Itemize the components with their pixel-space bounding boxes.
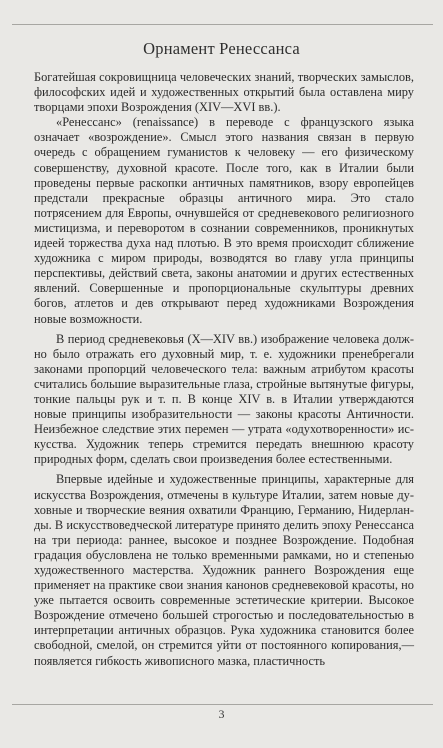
paragraph-1: Богатейшая сокровищница человеческих знаний, творческих замыслов, философских идей и художественных открытий была оставлена миру творцами эпохи Возрождения (XIV—XVI вв.). [34, 70, 414, 115]
paragraph-2: «Ренессанс» (renaissance) в переводе с французского языка означает «возрождение». Смысл этого названия связан в первую очередь с обращением гуманистов к человеку — его физическому совершенству, духовной красоте. После того, как в Италии были проведены первые раскопки античных памятников, взору европейцев предстали прекрасные образцы античного мира. Это стало потрясением для Европы, очнувшейся от средневекового религиозного мистицизма, и переворотом в сознании современников, проникнутых идеей торжества духа над плотью. В это время происходит сближение художника с миром природы, возводятся во главу угла принципы перспективы, действий света, законы анатомии и других естественных явлений. Совершенные и пропорциональные скульптуры древних богов, атлетов и дев открывают перед художниками Возрождения новые возможности. [34, 115, 414, 326]
page-number: 3 [218, 707, 225, 721]
paragraph-4: Впервые идейные и художественные принципы, характерные для искусства Возрождения, отмечены в культуре Италии, затем новые духовные и творческие веяния охватили Францию, Германию, Нидерланды. В искусствоведческой литературе принято делить эпоху Ренессанса на три периода: раннее, высокое и позднее Возрождение. Подобная градация обусловлена не только временными рамками, но и степенью художественного мастерства. Художник раннего Возрождения еще применяет на практике свои знания канонов средневековой красоты, но уже пытается освоить современные эстетические критерии. Высокое Возрождение отмечено большей строгостью и последовательностью в интерпретации античных образцов. Рука художника становится более свободной, смелой, он стремится уйти от постоянного копирования,—появляется гибкость живописного мазка, пластичность [34, 472, 414, 668]
page-title: Орнамент Ренессанса [143, 39, 300, 58]
footer-rule [12, 704, 433, 705]
header-rule [12, 24, 433, 25]
paragraph-3: В период средневековья (X—XIV вв.) изображение человека должно было отражать его духовный мир, т. е. художники пренебрегали законами пропорций человеческого тела: важным атрибутом красоты считались большие выразительные глаза, стройные вытянутые фигуры, тонкие пальцы рук и т. п. В конце XIV в. в Италии утверждаются новые принципы изобразительности — законы красоты Античности. Неизбежное следствие этих перемен — утрата «одухотворенности» искусства. Художник теперь стремится передать внешнюю красоту природных форм, сделать свои произведения более естественными. [34, 331, 414, 467]
body-text [34, 70, 414, 669]
